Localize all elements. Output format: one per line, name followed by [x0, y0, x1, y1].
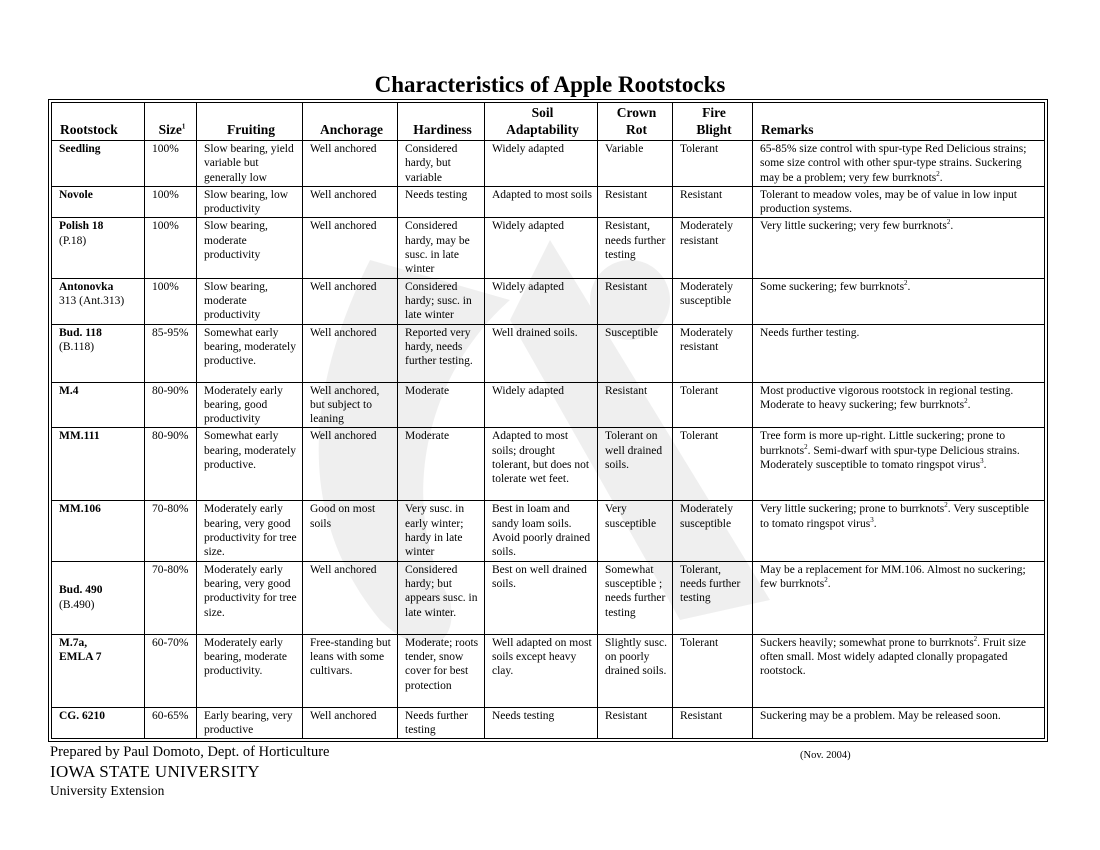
cell-hardiness	[398, 218, 485, 278]
cell-soil	[485, 186, 598, 218]
rootstock-code: (B.490)	[59, 598, 95, 611]
soil-value: Well drained soils.	[492, 326, 578, 339]
cell-remarks	[753, 707, 1045, 739]
cell-fruiting	[197, 218, 303, 278]
cell-crown-rot	[598, 707, 673, 739]
cell-anchorage	[303, 707, 398, 739]
fruiting-value: Slow bearing, low productivity	[204, 188, 289, 216]
cell-crown-rot	[598, 278, 673, 324]
soil-value: Needs testing	[492, 709, 555, 722]
table-row	[52, 218, 1045, 278]
cell-crown-rot	[598, 561, 673, 634]
soil-value: Widely adapted	[492, 384, 565, 397]
soil-value: Best on well drained soils.	[492, 563, 587, 590]
fire-blight-value: Moderately susceptible	[680, 503, 734, 530]
fruiting-value: Somewhat early bearing, moderately productive.	[204, 326, 296, 368]
cell-size	[145, 561, 197, 634]
size-value: 100%	[152, 188, 179, 201]
cell-fire-blight	[673, 428, 753, 501]
anchorage-value: Well anchored	[310, 220, 377, 233]
soil-value: Adapted to most soils	[492, 188, 592, 201]
rootstock-code: 313 (Ant.313)	[59, 294, 125, 307]
table-row	[52, 186, 1045, 218]
publication-date: (Nov. 2004)	[800, 750, 851, 761]
size-value: 60-70%	[152, 636, 189, 649]
rootstock-name: Novole	[59, 188, 93, 201]
header-rootstock: Rootstock	[52, 103, 145, 141]
rootstock-code: EMLA 7	[59, 650, 102, 663]
header-soil-adaptability: Soil Adaptability	[485, 103, 598, 141]
cell-soil	[485, 218, 598, 278]
rootstock-name: Polish 18	[59, 220, 104, 233]
fire-blight-value: Moderately susceptible	[680, 280, 734, 307]
size-value: 70-80%	[152, 563, 189, 576]
cell-fire-blight	[673, 707, 753, 739]
cell-hardiness	[398, 382, 485, 428]
cell-crown-rot	[598, 382, 673, 428]
cell-fire-blight	[673, 382, 753, 428]
crown-rot-value: Susceptible	[605, 326, 659, 339]
footnote-ref: 2	[824, 576, 828, 585]
page-title: Characteristics of Apple Rootstocks	[374, 72, 726, 97]
table-row	[52, 634, 1045, 707]
rootstock-code: (P.18)	[59, 234, 87, 247]
remarks-text-cont: .	[907, 280, 911, 293]
fruiting-value: Moderately early bearing, moderate productivity.	[204, 636, 288, 678]
remarks-text: Suckers heavily; somewhat prone to burrknots	[760, 636, 974, 649]
cell-anchorage	[303, 561, 398, 634]
cell-remarks	[753, 501, 1045, 561]
header-anchorage: Anchorage	[303, 103, 398, 141]
cell-size	[145, 634, 197, 707]
footnote-ref: 2	[936, 169, 940, 178]
header-fruiting: Fruiting	[197, 103, 303, 141]
size-value: 80-90%	[152, 430, 189, 443]
remarks-text-cont: .	[950, 220, 954, 233]
remarks-text: Most productive vigorous rootstock in regional testing. Moderate to heavy suckering; few burrknots	[760, 384, 1014, 411]
cell-crown-rot	[598, 501, 673, 561]
anchorage-value: Well anchored	[310, 280, 377, 293]
cell-remarks	[753, 278, 1045, 324]
rootstock-name: Bud. 118	[59, 326, 102, 339]
header-crown-rot: Crown Rot	[598, 103, 673, 141]
cell-remarks	[753, 428, 1045, 501]
hardiness-value: Considered hardy; but appears susc. in late winter.	[405, 563, 478, 619]
cell-fire-blight	[673, 186, 753, 218]
table-row	[52, 501, 1045, 561]
rootstock-name: Seedling	[59, 143, 101, 155]
anchorage-value: Well anchored	[310, 188, 377, 201]
size-value: 70-80%	[152, 503, 189, 516]
fruiting-value: Moderately early bearing, very good productivity for tree size.	[204, 503, 297, 559]
hardiness-value: Moderate; roots tender, snow cover for best protection	[405, 636, 479, 692]
footnote-ref: 2	[973, 634, 978, 643]
cell-size	[145, 278, 197, 324]
remarks-text: Tolerant to meadow voles, may be of value in low input production systems.	[760, 188, 1017, 216]
anchorage-value: Well anchored	[310, 430, 377, 443]
remarks-text-cont: .	[967, 398, 971, 411]
fire-blight-value: Moderately resistant	[680, 220, 734, 247]
cell-size	[145, 141, 197, 187]
cell-fruiting	[197, 141, 303, 187]
fruiting-value: Slow bearing, moderate productivity	[204, 220, 268, 262]
cell-size	[145, 501, 197, 561]
footnote-ref: 2	[946, 218, 951, 227]
footnote-ref: 2	[944, 501, 948, 510]
size-value: 100%	[152, 143, 179, 155]
footnote-ref: 2	[904, 278, 908, 287]
footnote-ref: 2	[964, 397, 968, 406]
hardiness-value: Needs further testing	[405, 709, 468, 736]
fire-blight-value: Resistant	[680, 709, 723, 722]
cell-size	[145, 324, 197, 382]
cell-crown-rot	[598, 634, 673, 707]
table-row	[52, 324, 1045, 382]
cell-anchorage	[303, 141, 398, 187]
fruiting-value: Early bearing, very productive	[204, 709, 293, 736]
soil-value: Widely adapted	[492, 143, 565, 155]
remarks-text-cont: .	[939, 171, 943, 184]
fire-blight-value: Resistant	[680, 188, 723, 201]
rootstock-name: M.7a,	[59, 636, 88, 649]
cell-soil	[485, 382, 598, 428]
cell-hardiness	[398, 428, 485, 501]
cell-anchorage	[303, 324, 398, 382]
remarks-text: Suckering may be a problem. May be released soon.	[760, 709, 1001, 722]
cell-soil	[485, 634, 598, 707]
rootstock-name: Antonovka	[59, 280, 114, 293]
cell-crown-rot	[598, 324, 673, 382]
cell-anchorage	[303, 278, 398, 324]
cell-anchorage	[303, 218, 398, 278]
cell-anchorage	[303, 382, 398, 428]
remarks-text: Very little suckering; prone to burrknots	[760, 503, 945, 516]
cell-remarks	[753, 218, 1045, 278]
header-size: Size$^1$	[145, 103, 197, 141]
cell-crown-rot	[598, 428, 673, 501]
cell-fire-blight	[673, 634, 753, 707]
cell-fruiting	[197, 278, 303, 324]
soil-value: Widely adapted	[492, 280, 565, 293]
remarks-text-cont: .	[983, 459, 987, 472]
crown-rot-value: Very susceptible	[605, 503, 657, 530]
cell-remarks	[753, 561, 1045, 634]
fire-blight-value: Tolerant, needs further testing	[680, 563, 741, 605]
cell-size	[145, 707, 197, 739]
cell-rootstock	[52, 382, 145, 428]
remarks-text: Needs further testing.	[760, 326, 860, 339]
cell-rootstock	[52, 278, 145, 324]
hardiness-value: Needs testing	[405, 188, 468, 201]
cell-size	[145, 218, 197, 278]
rootstock-name: Bud. 490	[59, 584, 103, 597]
cell-fire-blight	[673, 561, 753, 634]
cell-hardiness	[398, 141, 485, 187]
cell-fruiting	[197, 382, 303, 428]
hardiness-value: Considered hardy, but variable	[405, 143, 458, 184]
cell-fruiting	[197, 561, 303, 634]
remarks-text: Some suckering; few burrknots	[760, 280, 905, 293]
cell-fruiting	[197, 324, 303, 382]
fruiting-value: Somewhat early bearing, moderately productive.	[204, 430, 296, 472]
hardiness-value: Very susc. in early winter; hardy in late winter	[405, 503, 465, 559]
cell-remarks	[753, 382, 1045, 428]
cell-fruiting	[197, 428, 303, 501]
fruiting-value: Moderately early bearing, very good productivity for tree size.	[204, 563, 297, 619]
cell-crown-rot	[598, 186, 673, 218]
fire-blight-value: Tolerant	[680, 430, 719, 443]
cell-rootstock	[52, 428, 145, 501]
remarks-text: 65-85% size control with spur-type Red Delicious strains; some size control with other spur-type strains. Suckering may be a problem; very few burrknots	[760, 143, 1027, 184]
cell-fruiting	[197, 634, 303, 707]
table-row	[52, 278, 1045, 324]
rootstock-code: (B.118)	[59, 340, 95, 353]
cell-hardiness	[398, 707, 485, 739]
crown-rot-value: Tolerant on well drained soils.	[605, 430, 663, 472]
cell-fruiting	[197, 501, 303, 561]
crown-rot-value: Somewhat susceptible ; needs further testing	[605, 563, 666, 619]
footnote-ref: 3	[870, 515, 874, 524]
soil-value: Well adapted on most soils except heavy clay.	[492, 636, 592, 678]
prepared-by: Prepared by Paul Domoto, Dept. of Horticulture	[50, 744, 330, 760]
anchorage-value: Well anchored	[310, 563, 377, 576]
hardiness-value: Considered hardy, may be susc. in late winter	[405, 220, 470, 276]
soil-value: Widely adapted	[492, 220, 565, 233]
cell-hardiness	[398, 501, 485, 561]
header-fire-blight: Fire Blight	[673, 103, 753, 141]
hardiness-value: Moderate	[405, 384, 450, 397]
cell-remarks	[753, 324, 1045, 382]
remarks-text-cont: . Semi-dwarf with spur-type Delicious strains. Moderately susceptible to tomato ringspot virus	[760, 444, 1020, 472]
cell-fire-blight	[673, 324, 753, 382]
rootstock-name: MM.106	[59, 503, 101, 516]
table-row	[52, 382, 1045, 428]
cell-soil	[485, 428, 598, 501]
anchorage-value: Good on most soils	[310, 503, 376, 530]
cell-anchorage	[303, 428, 398, 501]
cell-fire-blight	[673, 141, 753, 187]
table-row	[52, 561, 1045, 634]
cell-hardiness	[398, 634, 485, 707]
crown-rot-value: Resistant	[605, 188, 648, 201]
remarks-text: May be a replacement for MM.106. Almost no suckering; few burrknots	[760, 563, 1026, 590]
size-value: 60-65%	[152, 709, 189, 722]
cell-size	[145, 428, 197, 501]
cell-size	[145, 186, 197, 218]
cell-size	[145, 382, 197, 428]
cell-fruiting	[197, 707, 303, 739]
cell-hardiness	[398, 278, 485, 324]
university-extension: University Extension	[50, 783, 165, 798]
anchorage-value: Free-standing but leans with some cultivars.	[310, 636, 391, 678]
anchorage-value: Well anchored	[310, 143, 377, 155]
cell-fire-blight	[673, 218, 753, 278]
crown-rot-value: Resistant	[605, 280, 648, 293]
cell-hardiness	[398, 324, 485, 382]
cell-rootstock	[52, 186, 145, 218]
anchorage-value: Well anchored, but subject to leaning	[310, 384, 380, 426]
fruiting-value: Moderately early bearing, good productivity	[204, 384, 283, 426]
cell-hardiness	[398, 561, 485, 634]
cell-rootstock	[52, 634, 145, 707]
soil-value: Adapted to most soils; drought tolerant, but does not tolerate wet feet.	[492, 430, 590, 486]
cell-rootstock	[52, 324, 145, 382]
rootstock-table	[51, 102, 1045, 739]
crown-rot-value: Resistant, needs further testing	[605, 220, 666, 262]
size-value: 100%	[152, 280, 179, 293]
university-logo-text: IOWA STATE UNIVERSITY	[50, 762, 260, 781]
cell-remarks	[753, 634, 1045, 707]
cell-soil	[485, 278, 598, 324]
fruiting-value: Slow bearing, moderate productivity	[204, 280, 268, 322]
crown-rot-value: Resistant	[605, 709, 648, 722]
fruiting-value: Slow bearing, yield variable but generally low	[204, 143, 294, 184]
cell-rootstock	[52, 218, 145, 278]
cell-soil	[485, 324, 598, 382]
cell-remarks	[753, 141, 1045, 187]
cell-crown-rot	[598, 218, 673, 278]
size-value: 85-95%	[152, 326, 189, 339]
header-remarks: Remarks	[753, 103, 1045, 141]
cell-soil	[485, 141, 598, 187]
table-row	[52, 141, 1045, 187]
remarks-text: Tree form is more up-right. Little suckering; prone to burrknots	[760, 430, 1006, 457]
fire-blight-value: Tolerant	[680, 143, 719, 155]
size-value: 100%	[152, 220, 179, 233]
remarks-text-cont: . Very susceptible to tomato ringspot virus	[760, 503, 1030, 530]
cell-soil	[485, 561, 598, 634]
cell-fruiting	[197, 186, 303, 218]
table-row	[52, 428, 1045, 501]
footer-credits	[50, 744, 329, 799]
hardiness-value: Reported very hardy, needs further testing.	[405, 326, 473, 368]
footnote-ref: 3	[980, 457, 984, 466]
remarks-text-cont: .	[827, 577, 831, 590]
crown-rot-value: Slightly susc. on poorly drained soils.	[605, 636, 667, 678]
header-hardiness: Hardiness	[398, 103, 485, 141]
cell-crown-rot	[598, 141, 673, 187]
cell-fire-blight	[673, 278, 753, 324]
remarks-text: Very little suckering; very few burrknots	[760, 220, 947, 233]
hardiness-value: Considered hardy; susc. in late winter	[405, 280, 472, 322]
crown-rot-value: Resistant	[605, 384, 648, 397]
footnote-ref: 2	[804, 442, 808, 451]
cell-anchorage	[303, 186, 398, 218]
rootstock-name: CG. 6210	[59, 709, 105, 722]
cell-rootstock	[52, 561, 145, 634]
anchorage-value: Well anchored	[310, 709, 377, 722]
rootstock-name: M.4	[59, 384, 79, 397]
cell-rootstock	[52, 141, 145, 187]
cell-anchorage	[303, 634, 398, 707]
fire-blight-value: Tolerant	[680, 636, 719, 649]
cell-rootstock	[52, 707, 145, 739]
cell-fire-blight	[673, 501, 753, 561]
hardiness-value: Moderate	[405, 430, 450, 443]
table-row	[52, 707, 1045, 739]
fire-blight-value: Moderately resistant	[680, 326, 734, 353]
cell-soil	[485, 707, 598, 739]
header-row	[52, 103, 1045, 141]
crown-rot-value: Variable	[605, 143, 644, 155]
cell-remarks	[753, 186, 1045, 218]
size-value: 80-90%	[152, 384, 189, 397]
anchorage-value: Well anchored	[310, 326, 377, 339]
remarks-text-cont: . Fruit size often small. Most widely adapted clonally propagated rootstock.	[760, 636, 1027, 678]
fire-blight-value: Tolerant	[680, 384, 719, 397]
cell-soil	[485, 501, 598, 561]
cell-anchorage	[303, 501, 398, 561]
soil-value: Best in loam and sandy loam soils. Avoid poorly drained soils.	[492, 503, 591, 559]
rootstock-name: MM.111	[59, 430, 100, 443]
remarks-text-cont: .	[873, 517, 877, 530]
rootstock-table-frame	[48, 99, 1048, 742]
cell-rootstock	[52, 501, 145, 561]
cell-hardiness	[398, 186, 485, 218]
